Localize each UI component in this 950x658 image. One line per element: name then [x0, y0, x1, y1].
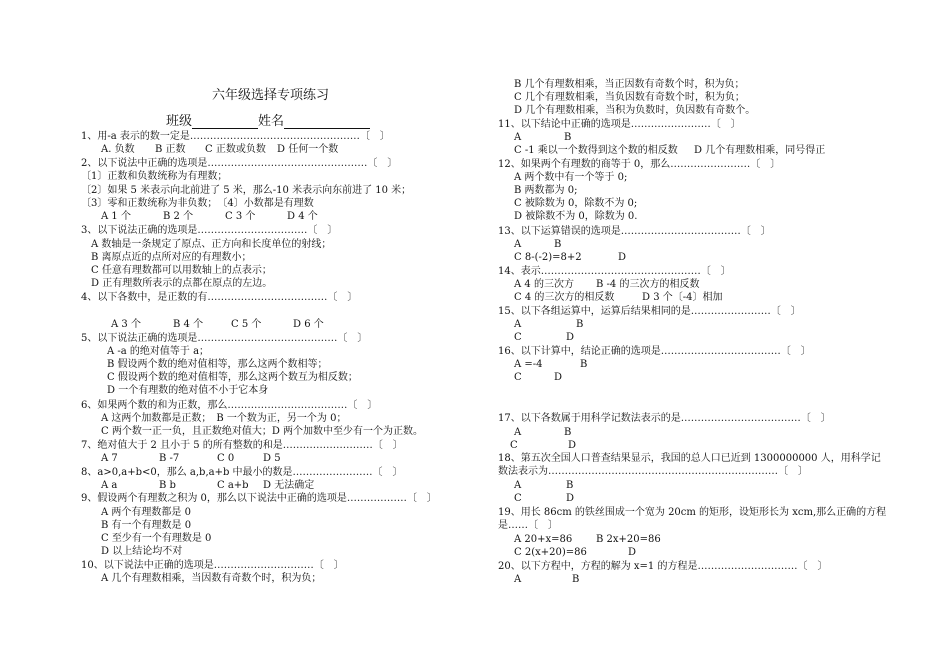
name-label: 姓名 — [258, 114, 285, 129]
q16-option-b: B — [580, 359, 588, 370]
q19-option-b: B 2x+20=86 — [596, 534, 661, 545]
q14-options-ab — [514, 278, 699, 291]
q11-options-ab — [514, 131, 571, 144]
q4-option-c: C 5 个 — [231, 319, 262, 330]
q19-options-ab — [514, 533, 661, 546]
q2-option-d: D 4 个 — [287, 211, 318, 222]
name-blank[interactable] — [284, 116, 370, 129]
q13-option-d: D — [618, 252, 627, 263]
q8-options — [101, 479, 314, 492]
q9-option-a: A 两个有理数都是 0 — [101, 507, 191, 518]
q13-option-c: C 8-(-2)=8+2 — [514, 252, 582, 263]
q10-stem: 10、以下说法中正确的选项是…………………………〔 〕 — [81, 560, 344, 571]
q15-option-b: B — [576, 319, 584, 330]
q8-option-d: D 无法确定 — [263, 480, 315, 491]
q7-option-d: D 5 — [263, 453, 281, 464]
q11-option-d: D 几个有理数相乘，同号得正 — [694, 145, 826, 156]
q12-option-d: D 被除数不为 0，除数为 0. — [514, 211, 638, 222]
q2-stem: 2、以下说法中正确的选项是…………………………………………〔 〕 — [81, 158, 398, 169]
q2-statement-1: 〔1〕正数和负数统称为有理数； — [81, 171, 228, 182]
q20-stem: 20、以下方程中，方程的解为 x=1 的方程是…………………………〔 〕 — [498, 561, 828, 572]
q14-stem: 14、表示…………………………………………〔 〕 — [498, 266, 731, 277]
q12-option-b: B 两数都为 0; — [514, 185, 578, 196]
q5-option-b: B 假设两个数的绝对值相等，那么这两个数相等； — [107, 359, 328, 370]
q14-option-c: C 4 的三次方的相反数 — [514, 292, 615, 303]
q15-options-ab — [514, 318, 583, 331]
q11-stem: 11、以下结论中正确的选项是……………………〔 〕 — [498, 119, 741, 130]
q17-option-b: B — [564, 427, 572, 438]
q17-option-c: C — [510, 440, 518, 451]
q20-option-a: A — [514, 574, 522, 585]
q3-stem: 3、以下说法正确的选项是……………………………〔 〕 — [81, 225, 338, 236]
q19-stem-line-1: 19、用长 86cm 的铁丝围成一个宽为 20cm 的矩形，设矩形长为 xcm,那么正确的方程 — [498, 507, 887, 518]
q11-option-b: B — [564, 132, 572, 143]
q14-options-cd — [514, 291, 722, 304]
q5-option-a: A -a 的绝对值等于 a； — [107, 346, 210, 357]
q10-option-c: C 几个有理数相乘，当负因数有奇数个时，积为负； — [514, 92, 745, 103]
q8-option-b: B b — [159, 480, 176, 491]
q17-options-cd — [510, 439, 576, 452]
q8-option-c: C a+b — [217, 480, 249, 491]
q4-stem: 4、以下各数中，是正数的有………………………………〔 〕 — [81, 292, 358, 303]
q5-option-c: C 假设两个数的绝对值相等，那么这两个数互为相反数； — [107, 372, 358, 383]
q18-option-c: C — [514, 493, 522, 504]
q1-option-c: C 正数或负数 — [205, 144, 266, 155]
q15-options-cd — [514, 331, 574, 344]
q16-options-cd — [514, 371, 562, 384]
q1-option-a: A. 负数 — [101, 144, 135, 155]
q3-option-d: D 正有理数所表示的点都在原点的左边。 — [91, 278, 273, 289]
q15-option-c: C — [514, 332, 522, 343]
q18-options-cd — [514, 492, 574, 505]
q2-statement-3: 〔3〕零和正数统称为非负数； 〔4〕小数都是有理数 — [81, 198, 314, 209]
page-title: 六年级选择专项练习 — [212, 88, 330, 103]
q9-option-d: D 以上结论均不对 — [101, 546, 183, 557]
q16-options-ab — [514, 358, 587, 371]
q4-option-b: B 4 个 — [173, 319, 204, 330]
q18-stem-line-1: 18、第五次全国人口普查结果显示，我国的总人口已近到 1300000000 人，用科学记 — [498, 453, 881, 464]
q2-statement-2: 〔2〕如果 5 米表示向北前进了 5 米，那么-10 米表示向东前进了 10 米； — [81, 185, 412, 196]
q7-stem: 7、绝对值大于 2 且小于 5 的所有整数的和是………………………〔 〕 — [81, 440, 403, 451]
q16-option-d: D — [554, 372, 563, 383]
q17-options-ab — [514, 426, 571, 439]
q5-stem: 5、以下说法正确的选项是……………………………………〔 〕 — [81, 333, 368, 344]
q1-options — [101, 143, 338, 156]
q4-option-d: D 6 个 — [293, 319, 324, 330]
q11-option-a: A — [514, 132, 522, 143]
q18-option-d: D — [566, 493, 575, 504]
q3-option-b: B 离原点近的点所对应的有理数小； — [91, 252, 252, 263]
q6-options-line-1: A 这两个加数都是正数； B 一个数为正，另一个为 0； — [101, 413, 347, 424]
q19-options-cd — [514, 546, 636, 559]
q18-option-b: B — [566, 480, 574, 491]
q14-option-a: A 4 的三次方 — [514, 279, 574, 290]
q13-option-a: A — [514, 239, 522, 250]
q7-option-a: A 7 — [101, 453, 118, 464]
q17-option-a: A — [514, 427, 522, 438]
q1-option-b: B 正数 — [155, 144, 186, 155]
q15-option-a: A — [514, 319, 522, 330]
q3-option-a: A 数轴是一条规定了原点、正方向和长度单位的射线； — [91, 239, 332, 250]
q6-options-line-2: C 两个数一正一负，且正数绝对值大；D 两个加数中至少有一个为正数。 — [101, 426, 424, 437]
q20-option-b: B — [572, 574, 580, 585]
q2-options — [101, 210, 318, 223]
q17-option-d: D — [568, 440, 577, 451]
q18-option-a: A — [514, 480, 522, 491]
q4-option-a: A 3 个 — [111, 319, 141, 330]
q1-option-d: D 任何一个数 — [277, 144, 339, 155]
class-blank[interactable] — [192, 116, 258, 129]
q2-option-c: C 3 个 — [225, 211, 256, 222]
q11-options-cd — [514, 144, 825, 157]
q19-option-d: D — [628, 547, 637, 558]
class-label: 班级 — [166, 114, 193, 129]
q9-stem: 9、假设两个有理数之积为 0，那么以下说法中正确的选项是………………〔 〕 — [81, 493, 437, 504]
q17-stem: 17、以下各数属于用科学记数法表示的是………………………………〔 〕 — [498, 413, 831, 424]
q9-option-b: B 有一个有理数是 0 — [101, 520, 192, 531]
q12-option-a: A 两个数中有一个等于 0; — [514, 172, 628, 183]
q13-options-cd — [514, 251, 626, 264]
q18-options-ab — [514, 479, 573, 492]
q2-option-b: B 2 个 — [163, 211, 194, 222]
student-info-line — [166, 110, 370, 129]
q14-option-b: B -4 的三次方的相反数 — [596, 279, 700, 290]
q19-option-a: A 20+x=86 — [514, 534, 573, 545]
q8-stem: 8、a>0,a+b<0，那么 a,b,a+b 中最小的数是……………………〔 〕 — [81, 467, 403, 478]
q16-option-a: A =-4 — [514, 359, 543, 370]
q10-option-a: A 几个有理数相乘，当因数有奇数个时，积为负； — [101, 573, 322, 584]
q7-option-c: C 0 — [217, 453, 235, 464]
q16-option-c: C — [514, 372, 522, 383]
q8-option-a: A a — [101, 480, 118, 491]
q6-stem: 6、如果两个数的和为正数，那么………………………………〔 〕 — [81, 400, 378, 411]
q2-option-a: A 1 个 — [101, 211, 131, 222]
q1-stem: 1、用-a 表示的数一定是……………………………………………〔 〕 — [81, 131, 390, 142]
q10-option-d: D 几个有理数相乘，当积为负数时，负因数有奇数个。 — [514, 105, 756, 116]
q19-option-c: C 2(x+20)=86 — [514, 547, 587, 558]
q15-stem: 15、以下各组运算中，运算后结果相同的是……………………〔 〕 — [498, 306, 801, 317]
q11-option-c: C -1 乘以一个数得到这个数的相反数 — [514, 145, 678, 156]
q9-option-c: C 至少有一个有理数是 0 — [101, 533, 212, 544]
q15-option-d: D — [566, 332, 575, 343]
q3-option-c: C 任意有理数都可以用数轴上的点表示； — [91, 265, 272, 276]
q18-stem-line-2: 数法表示为……………………………………………………………〔 〕 — [498, 466, 808, 477]
q4-options — [111, 318, 324, 331]
q12-option-c: C 被除数为 0，除数不为 0; — [514, 198, 638, 209]
q7-option-b: B -7 — [159, 453, 180, 464]
q5-option-d: D 一个有理数的绝对值不小于它本身 — [107, 385, 269, 396]
q13-options-ab — [514, 238, 561, 251]
q12-stem: 12、如果两个有理数的商等于 0，那么……………………〔 〕 — [498, 159, 781, 170]
q16-stem: 16、以下计算中，结论正确的选项是………………………………〔 〕 — [498, 346, 811, 357]
q13-option-b: B — [554, 239, 562, 250]
q19-stem-line-2: 是……〔 〕 — [498, 520, 558, 531]
q10-option-b: B 几个有理数相乘，当正因数有奇数个时，积为负； — [514, 79, 745, 90]
q7-options — [101, 452, 281, 465]
q14-option-d: D 3 个〔-4〕相加 — [642, 292, 723, 303]
q13-stem: 13、以下运算错误的选项是………………………………〔 〕 — [498, 226, 771, 237]
q20-options-ab — [514, 573, 579, 586]
